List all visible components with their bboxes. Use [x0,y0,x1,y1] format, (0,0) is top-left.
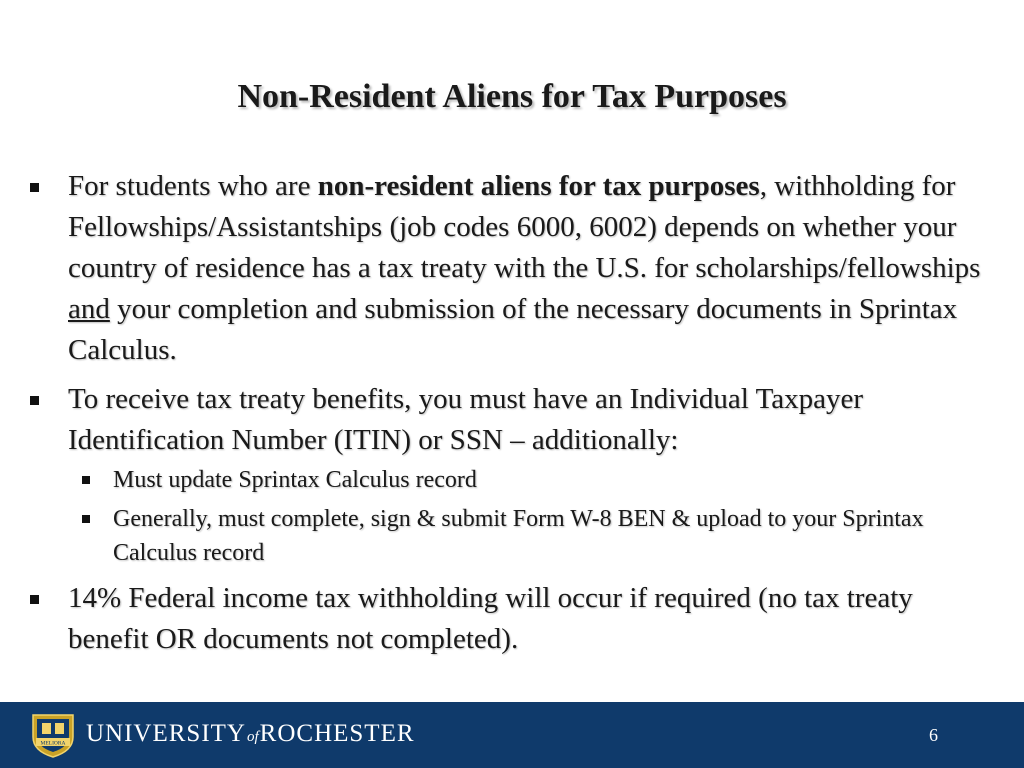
bullet-item-treaty-benefits [28,379,998,570]
sub-bullet-list [68,463,998,570]
wordmark-rochester: ROCHESTER [259,720,415,747]
seal-motto: MELIORA [40,740,66,747]
sub-bullet-item [68,463,998,497]
square-bullet-icon [30,396,39,405]
square-bullet-icon [82,476,90,484]
wordmark-of: of [247,729,259,745]
sub-bullet-item [68,502,998,570]
bullet-text-bold: non-resident aliens for tax purposes [317,170,760,202]
sub-bullet-text: Must update Sprintax Calculus record [113,467,477,493]
university-seal-icon [30,711,76,759]
square-bullet-icon [82,515,90,523]
square-bullet-icon [30,595,39,604]
bullet-list [28,166,998,660]
bullet-text-post: your completion and submission of the necessary documents in Sprintax Calculus. [68,293,958,366]
bullet-text-pre: For students who are [68,170,318,202]
wordmark-university: UNIVERSITY [86,720,246,747]
bullet-text: 14% Federal income tax withholding will occur if required (no tax treaty benefit OR documents not completed). [68,582,913,655]
slide-title: Non-Resident Aliens for Tax Purposes [237,78,787,115]
sub-bullet-text: Generally, must complete, sign & submit Form W-8 BEN & upload to your Sprintax Calculus record [113,506,924,566]
bullet-text: To receive tax treaty benefits, you must have an Individual Taxpayer Identification Number (ITIN) or SSN – additionally: [68,383,864,456]
bullet-item-withholding [28,166,998,371]
bullet-text-underline: and [68,293,110,325]
bullet-item-federal-withholding [28,578,998,660]
bullet-text-mid: , withholding for Fellowships/Assistantships (job codes 6000, 6002) depends on whether your country of residence has a tax treaty with the U.S. for scholarships/fellowships [68,170,981,284]
page-number: 6 [929,725,938,745]
square-bullet-icon [30,183,39,192]
footer-bar [0,702,1024,768]
slide-content [28,166,998,668]
university-wordmark [86,720,415,748]
